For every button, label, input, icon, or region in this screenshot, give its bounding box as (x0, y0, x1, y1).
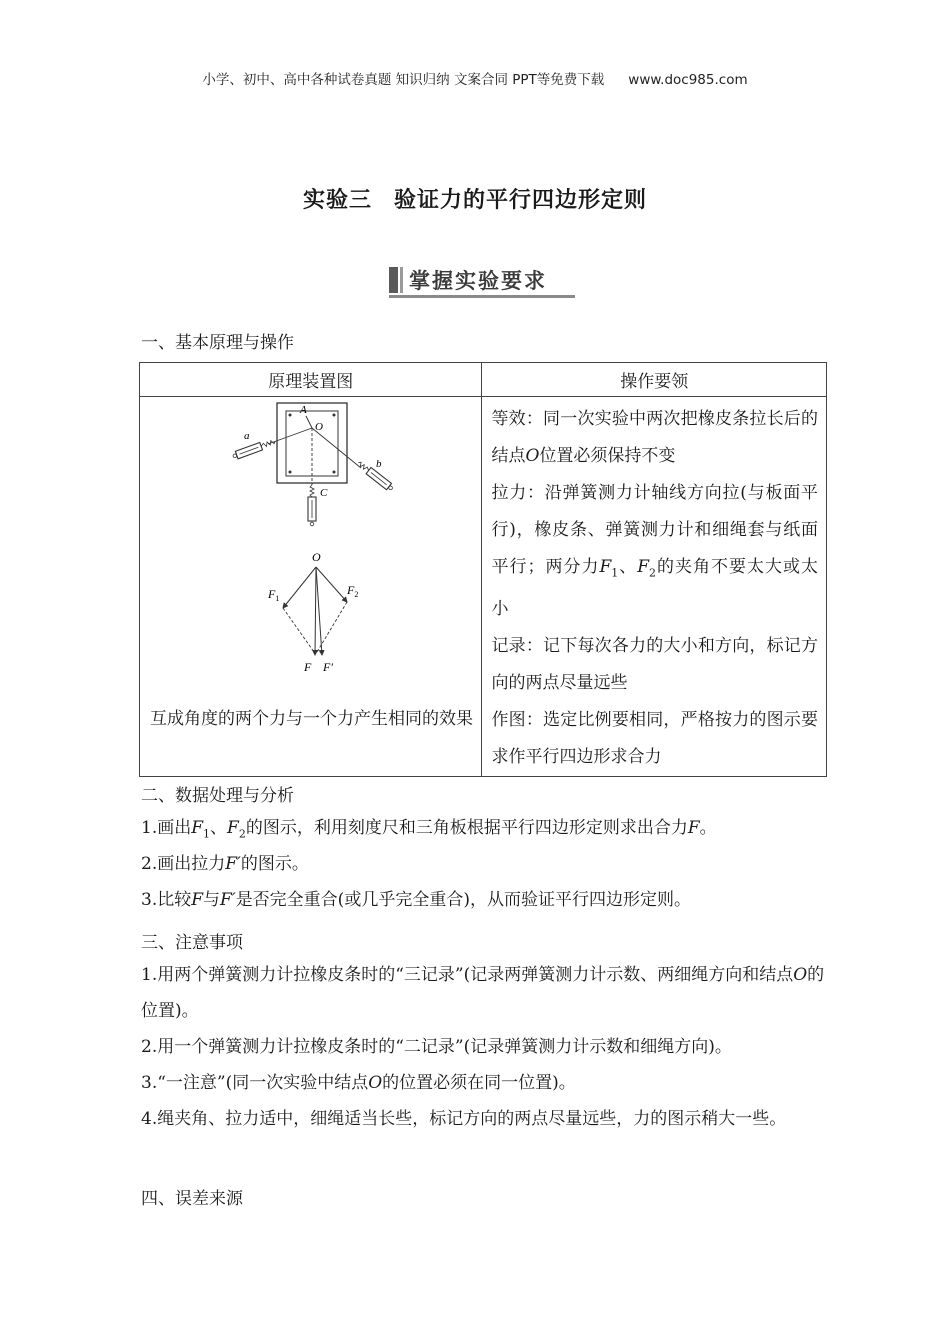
operation-item-1: 等效：同一次实验中两次把橡皮条拉长后的结点O位置必须保持不变 (491, 409, 818, 466)
vector-F-prime (316, 567, 322, 655)
force-diagram (267, 550, 358, 674)
vector-F1 (283, 567, 316, 608)
table-header-operation: 操作要领 (482, 363, 827, 397)
page-header (0, 68, 950, 88)
section3-item-1: 1.用两个弹簧测力计拉橡皮条时的“三记录”(记录两弹簧测力计示数、两细绳方向和结点O的位置)。 (141, 965, 825, 1021)
section2-item-1: 1.画出$F_1$、$F_2$的图示，利用刻度尺和三角板根据平行四边形定则求出合力F。 (141, 818, 717, 841)
banner-bar-thin (400, 267, 403, 293)
vector-F (315, 567, 316, 655)
dashed-side-1 (283, 608, 314, 652)
title-part1: 实验三 (302, 188, 372, 213)
vector-F2 (316, 567, 347, 602)
section3-item-4: 4.绳夹角、拉力适中，细绳适当长些，标记方向的两点尽量远些，力的图示稍大一些。 (141, 1109, 787, 1129)
label-C: C (320, 487, 328, 499)
banner-text: 掌握实验要求 (409, 269, 547, 293)
operation-item-2: 拉力：沿弹簧测力计轴线方向拉(与板面平行)，橡皮条、弹簧测力计和细绳套与纸面平行；两分力$F_1$、$F_2$的夹角不要太大或太小 (491, 483, 819, 620)
page-title (0, 183, 950, 214)
label-F: F (304, 660, 312, 674)
section2-item-3: 3.比较F与F′是否完全重合(或几乎完全重合)，从而验证平行四边形定则。 (141, 890, 691, 910)
figure-caption: 互成角度的两个力与一个力产生相同的效果 (150, 709, 473, 729)
table-header-figure: 原理装置图 (140, 363, 482, 397)
label-O: O (315, 421, 323, 433)
section2-item-2: 2.画出拉力F′的图示。 (141, 854, 309, 874)
rubber-band (306, 416, 312, 428)
section4-heading: 四、误差来源 (141, 1189, 243, 1209)
header-url[interactable]: www.doc985.com (628, 72, 748, 88)
section1-heading: 一、基本原理与操作 (141, 333, 294, 353)
label-F1: $F_1$ (268, 587, 280, 603)
label-O2: O (312, 550, 321, 564)
header-text: 小学、初中、高中各种试卷真题 知识归纳 文案合同 PPT等免费下载 (202, 72, 605, 88)
label-b: b (376, 458, 382, 470)
label-A: A (300, 404, 307, 416)
operation-item-3: 记录：记下每次各力的大小和方向，标记方向的两点尽量远些 (491, 636, 818, 694)
section-banner (389, 265, 575, 298)
section3-item-2: 2.用一个弹簧测力计拉橡皮条时的“二记录”(记录弹簧测力计示数和细绳方向)。 (141, 1037, 732, 1057)
banner-bar (389, 267, 398, 293)
section3-item-3: 3.“一注意”(同一次实验中结点O的位置必须在同一位置)。 (141, 1073, 576, 1093)
section3-heading: 三、注意事项 (141, 933, 243, 953)
section2-heading: 二、数据处理与分析 (141, 786, 294, 806)
principle-table (139, 362, 827, 777)
label-F-prime: F′ (323, 660, 333, 674)
figure-cell (140, 397, 482, 777)
operation-cell (482, 397, 827, 777)
string-b (312, 428, 361, 468)
title-part2: 验证力的平行四边形定则 (394, 188, 648, 213)
label-a: a (244, 430, 250, 442)
operation-item-4: 作图：选定比例要相同，严格按力的图示要求作平行四边形求合力 (491, 710, 818, 768)
label-F2: $F_2$ (347, 583, 359, 599)
spring-scale-c (308, 485, 316, 526)
spring-scale-a (232, 437, 277, 460)
